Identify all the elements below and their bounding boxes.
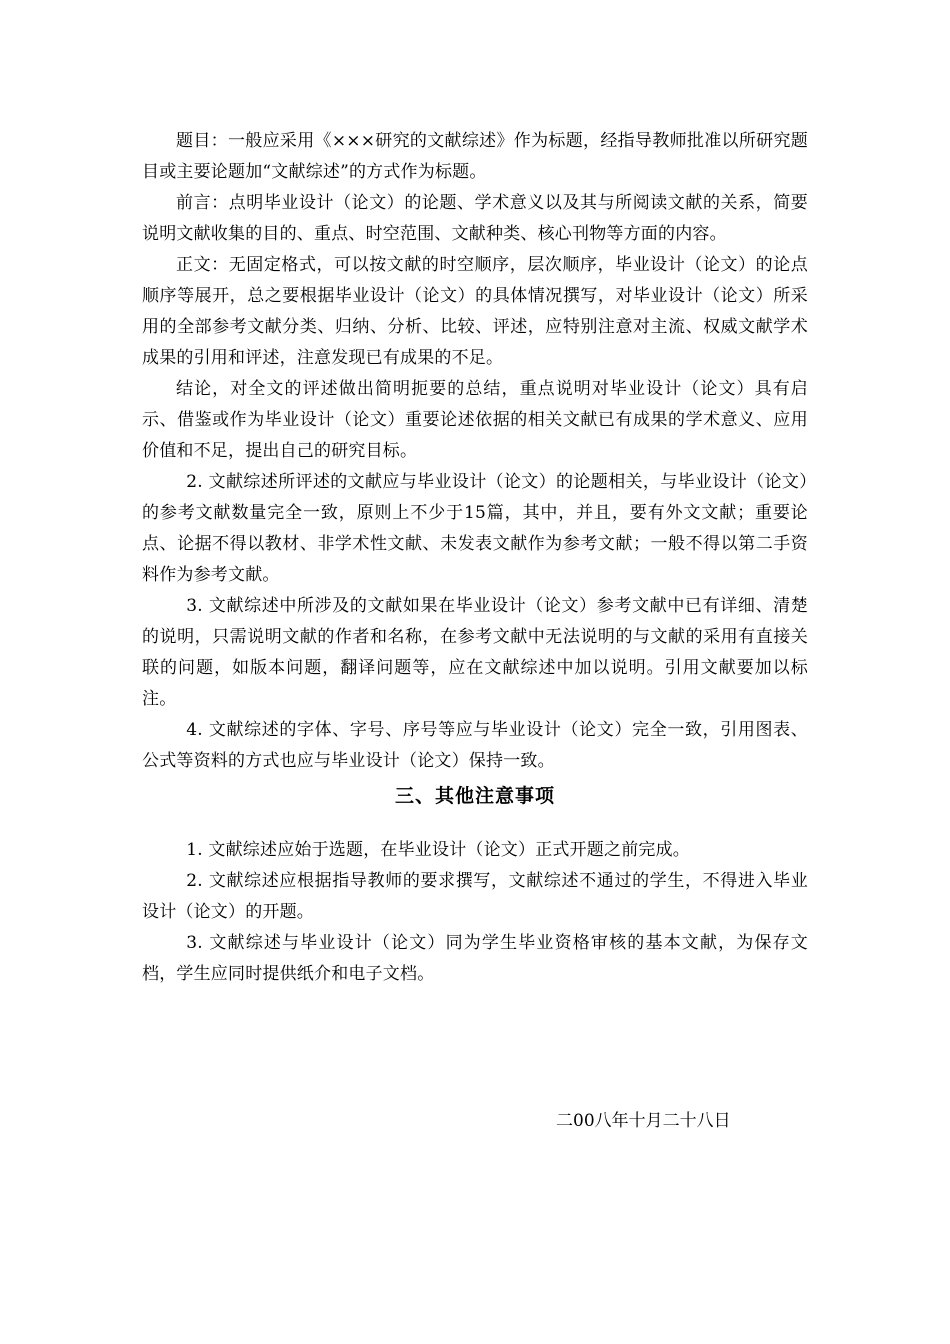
- note-item-3: 3. 文献综述与毕业设计（论文）同为学生毕业资格审核的基本文献，为保存文档，学生应同时提供纸介和电子文档。: [142, 933, 808, 984]
- note-item-2: 2. 文献综述应根据指导教师的要求撰写，文献综述不通过的学生，不得进入毕业设计（论文）的开题。: [142, 871, 808, 922]
- document-date: 二00八年十月二十八日: [556, 1111, 731, 1131]
- numbered-item-4: 4. 文献综述的字体、字号、序号等应与毕业设计（论文）完全一致，引用图表、公式等资料的方式也应与毕业设计（论文）保持一致。: [142, 720, 808, 771]
- note-item-1: 1. 文献综述应始于选题，在毕业设计（论文）正式开题之前完成。: [186, 840, 691, 860]
- paragraph-title-rule: 题目：一般应采用《×××研究的文献综述》作为标题，经指导教师批准以所研究题目或主要论题加“文献综述”的方式作为标题。: [142, 131, 808, 182]
- numbered-item-3: 3. 文献综述中所涉及的文献如果在毕业设计（论文）参考文献中已有详细、清楚的说明，只需说明文献的作者和名称，在参考文献中无法说明的与文献的采用有直接关联的问题，如版本问题，翻译问题等，应在文献综述中加以说明。引用文献要加以标注。: [142, 596, 808, 709]
- section-heading: 三、其他注意事项: [394, 785, 555, 807]
- document-body: [142, 126, 808, 990]
- paragraph-preface-rule: 前言：点明毕业设计（论文）的论题、学术意义以及其与所阅读文献的关系，简要说明文献收集的目的、重点、时空范围、文献种类、核心刊物等方面的内容。: [142, 193, 808, 244]
- paragraph-conclusion-rule: 结论，对全文的评述做出简明扼要的总结，重点说明对毕业设计（论文）具有启示、借鉴或作为毕业设计（论文）重要论述依据的相关文献已有成果的学术意义、应用价值和不足，提出自己的研究目标。: [142, 379, 808, 461]
- paragraph-body-rule: 正文：无固定格式，可以按文献的时空顺序，层次顺序，毕业设计（论文）的论点顺序等展开，总之要根据毕业设计（论文）的具体情况撰写，对毕业设计（论文）所采用的全部参考文献分类、归纳、分析、比较、评述，应特别注意对主流、权威文献学术成果的引用和评述，注意发现已有成果的不足。: [142, 255, 808, 368]
- numbered-item-2: 2. 文献综述所评述的文献应与毕业设计（论文）的论题相关，与毕业设计（论文）的参考文献数量完全一致，原则上不少于15篇，其中，并且，要有外文文献；重要论点、论据不得以教材、非学术性文献、未发表文献作为参考文献；一般不得以第二手资料作为参考文献。: [142, 472, 808, 585]
